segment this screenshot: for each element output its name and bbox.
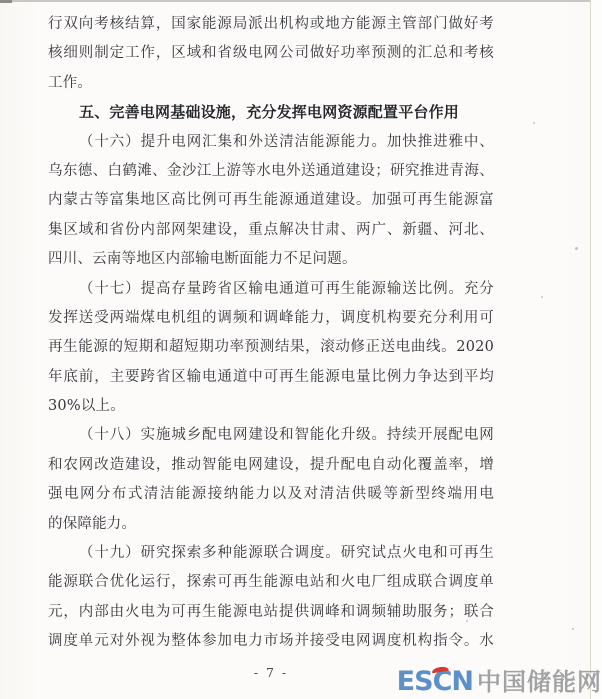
paragraph-19 <box>48 539 494 657</box>
paragraph-16 <box>48 128 494 275</box>
watermark-cjk: 中国储能网 <box>477 668 602 696</box>
text-line: 发挥送受两端煤电机组的调频和调峰能力，调度机构要充分利用可 <box>48 309 494 326</box>
text-line: 元，内部由火电为可再生能源电站提供调峰和调频辅助服务；联合 <box>48 603 494 620</box>
page-number: - 7 - <box>253 665 289 680</box>
text-line: 行双向考核结算，国家能源局派出机构或地方能源主管部门做好考 <box>48 16 494 32</box>
scan-right-edge <box>590 0 591 699</box>
escn-letter-c: C <box>432 666 452 697</box>
document-body <box>48 10 494 657</box>
text-line: 工作。 <box>48 74 93 91</box>
watermark-escn <box>397 666 473 697</box>
text-line: 内蒙古等富集地区高比例可再生能源通道建设。加强可再生能源富 <box>48 192 494 209</box>
paragraph-17 <box>48 275 494 422</box>
text-line: （十九）研究探索多种能源联合调度。研究试点火电和可再生 <box>79 545 494 562</box>
text-line: 调度单元对外视为整体参加电力市场并接受电网调度机构指令。水 <box>48 633 494 650</box>
text-line: 乌东德、白鹤滩、金沙江上游等水电外送通道建设；研究推进青海、 <box>48 162 494 179</box>
text-line: 能源联合优化运行，探索可再生能源电站和火电厂组成联合调度单 <box>48 574 494 591</box>
scan-speck <box>541 296 543 298</box>
scan-corner-mark <box>0 0 12 3</box>
text-line: 的保障能力。 <box>48 515 137 532</box>
text-line: 强电网分布式清洁能源接纳能力以及对清洁供暖等新型终端用电 <box>48 486 494 503</box>
text-line: 年底前，主要跨省区输电通道中可再生能源电量比例力争达到平均 <box>48 368 494 385</box>
scan-speck <box>572 628 574 630</box>
text-line: 核细则制定工作，区域和省级电网公司做好功率预测的汇总和考核 <box>48 45 494 62</box>
text-line: （十六）提升电网汇集和外送清洁能源能力。加快推进雅中、 <box>79 133 494 150</box>
scan-right-strip <box>591 0 602 699</box>
text-line: 四川、云南等地区内部输电断面能力不足问题。 <box>48 251 357 268</box>
escn-letter-n: N <box>451 666 473 697</box>
watermark-logo <box>397 662 602 697</box>
text-line: 再生能源的短期和超短期功率预测结果，滚动修正送电曲线。2020 <box>48 339 494 356</box>
text-line: （十七）提高存量跨省区输电通道可再生能源输送比例。充分 <box>79 280 494 297</box>
section-heading-5: 五、完善电网基础设施，充分发挥电网资源配置平台作用 <box>79 103 460 122</box>
text-line: 集区域和省份内部网架建设，重点解决甘肃、两广、新疆、河北、 <box>48 221 494 238</box>
scan-speck <box>575 247 578 250</box>
text-line: （十八）实施城乡配电网建设和智能化升级。持续开展配电网 <box>79 427 494 444</box>
text-line: 和农网改造建设，推动智能电网建设，提升配电自动化覆盖率，增 <box>48 456 494 473</box>
scan-speck <box>533 122 535 124</box>
paragraph-18 <box>48 421 494 539</box>
text-line: 30%以上。 <box>48 398 125 415</box>
scan-top-edge <box>0 0 602 2</box>
escn-letters-es: ES <box>396 666 433 697</box>
paragraph-continuation <box>48 10 494 98</box>
